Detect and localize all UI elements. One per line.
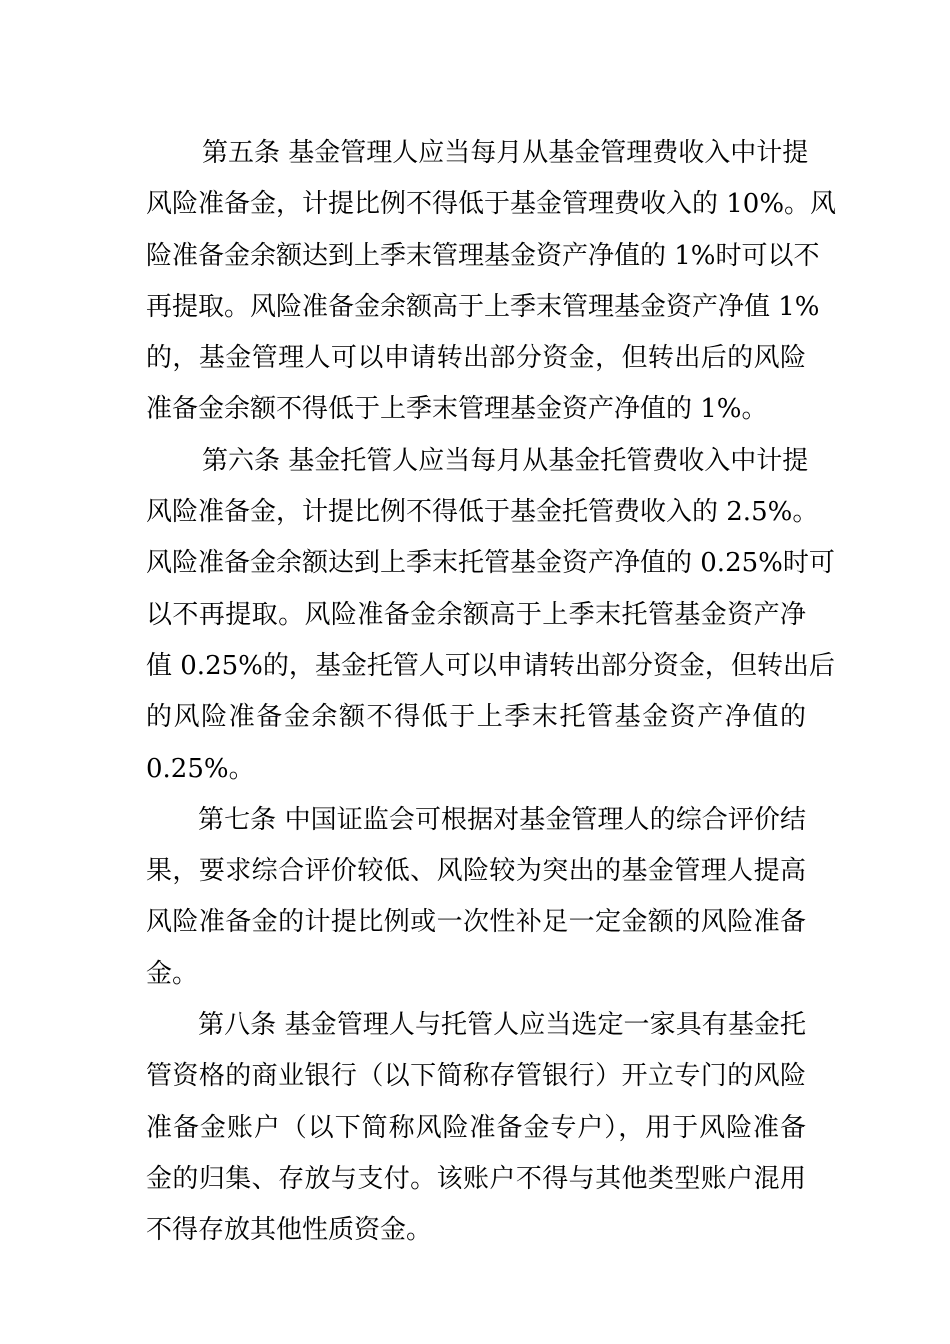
text-line: 0.25%。 — [146, 753, 255, 784]
text-line: 的风险准备金余额不得低于上季末托管基金资产净值的 — [146, 702, 806, 733]
text-line: 第五条 基金管理人应当每月从基金管理费收入中计提 — [202, 138, 809, 168]
text-line: 不得存放其他性质资金。 — [146, 1215, 433, 1246]
text-line: 果，要求综合评价较低、风险较为突出的基金管理人提高 — [146, 856, 806, 887]
text-line: 险准备金余额达到上季末管理基金资产净值的 1%时可以不 — [146, 240, 820, 271]
text-line: 风险准备金余额达到上季末托管基金资产净值的 0.25%时可 — [146, 548, 835, 579]
text-line: 再提取。风险准备金余额高于上季末管理基金资产净值 1% — [146, 291, 820, 322]
document-body — [146, 128, 837, 1257]
text-line: 风险准备金，计提比例不得低于基金管理费收入的 10%。风 — [146, 189, 837, 220]
article-6-paragraph — [146, 436, 835, 795]
text-line: 以不再提取。风险准备金余额高于上季末托管基金资产净 — [146, 599, 806, 630]
text-line: 的，基金管理人可以申请转出部分资金，但转出后的风险 — [146, 343, 806, 374]
text-line: 第六条 基金托管人应当每月从基金托管费收入中计提 — [202, 445, 809, 476]
text-line: 管资格的商业银行（以下简称存管银行）开立专门的风险 — [146, 1061, 806, 1092]
text-line: 金的归集、存放与支付。该账户不得与其他类型账户混用 — [146, 1163, 806, 1194]
text-line: 准备金账户（以下简称风险准备金专户），用于风险准备 — [146, 1112, 806, 1143]
text-line: 准备金余额不得低于上季末管理基金资产净值的 1%。 — [146, 394, 768, 425]
text-line: 值 0.25%的，基金托管人可以申请转出部分资金，但转出后 — [146, 650, 835, 681]
article-7-paragraph — [146, 795, 806, 1000]
article-5-paragraph — [146, 128, 837, 436]
text-line: 风险准备金的计提比例或一次性补足一定金额的风险准备 — [146, 907, 806, 938]
text-line: 风险准备金，计提比例不得低于基金托管费收入的 2.5%。 — [146, 497, 819, 528]
article-8-paragraph — [146, 1000, 806, 1256]
text-line: 金。 — [146, 958, 199, 989]
text-line: 第七条 中国证监会可根据对基金管理人的综合评价结 — [198, 804, 806, 835]
text-line: 第八条 基金管理人与托管人应当选定一家具有基金托 — [198, 1010, 806, 1041]
